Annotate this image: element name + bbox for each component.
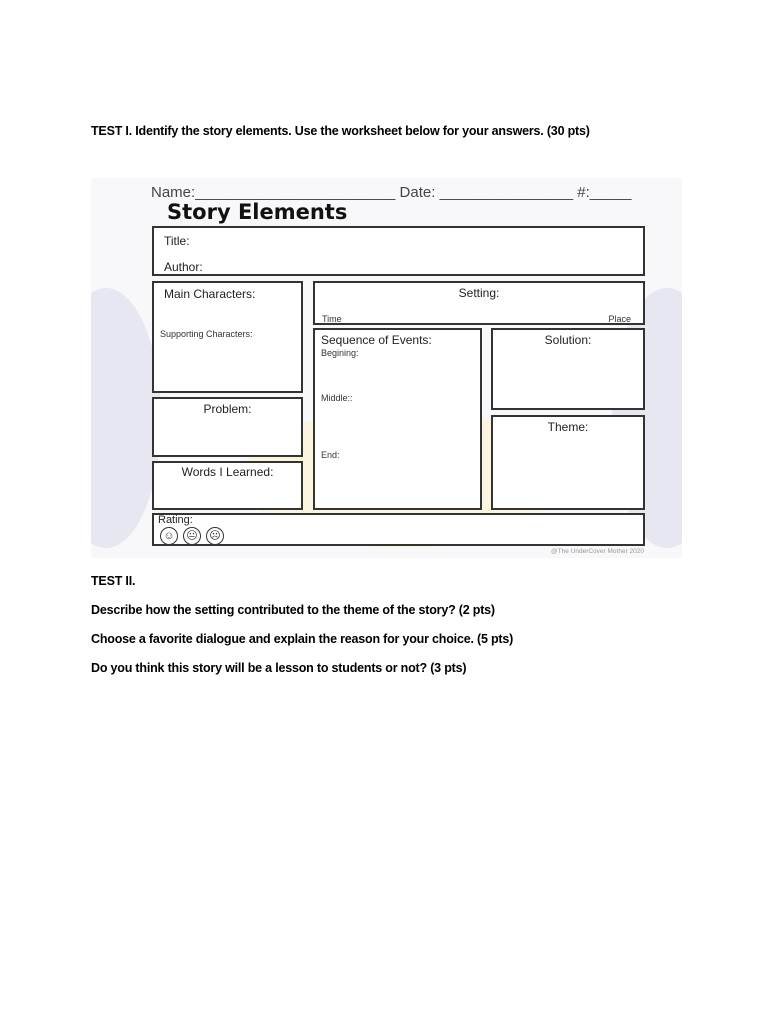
test2-question-1: Describe how the setting contributed to the theme of the story? (2 pts): [91, 603, 495, 617]
words-learned-box: [152, 461, 303, 510]
characters-box: [152, 281, 303, 393]
worksheet-credit: @The UnderCover Mother 2020: [551, 548, 644, 555]
worksheet-header: Name:________________________ Date: ________________ #:_____: [151, 184, 632, 201]
main-characters-label: Main Characters:: [164, 287, 256, 301]
middle-label: Middle::: [321, 393, 353, 403]
story-elements-worksheet: [91, 178, 682, 558]
rating-label: Rating:: [158, 514, 193, 526]
solution-box: [491, 328, 645, 410]
watermark-shape: [91, 288, 161, 548]
sequence-label: Sequence of Events:: [321, 333, 432, 347]
time-label: Time: [322, 314, 342, 324]
rating-faces: [160, 527, 224, 545]
happy-face-icon: ☺: [160, 527, 178, 545]
sad-face-icon: ☹: [206, 527, 224, 545]
test2-heading: TEST II.: [91, 574, 136, 588]
test1-instruction: TEST I. Identify the story elements. Use the worksheet below for your answers. (30 pts): [91, 124, 590, 138]
worksheet-title: Story Elements: [167, 200, 348, 224]
test2-question-2: Choose a favorite dialogue and explain the reason for your choice. (5 pts): [91, 632, 514, 646]
neutral-face-icon: 😐: [183, 527, 201, 545]
beginning-label: Begining:: [321, 348, 359, 358]
test2-question-3: Do you think this story will be a lesson to students or not? (3 pts): [91, 661, 467, 675]
words-learned-label: Words I Learned:: [181, 465, 274, 479]
theme-label: Theme:: [547, 420, 589, 434]
end-label: End:: [321, 450, 340, 460]
supporting-characters-label: Supporting Characters:: [160, 329, 253, 339]
setting-label: Setting:: [458, 286, 500, 300]
problem-box: [152, 397, 303, 457]
sequence-of-events-box: [313, 328, 482, 510]
rating-box: [152, 513, 645, 546]
place-label: Place: [608, 314, 631, 324]
setting-box: [313, 281, 645, 325]
problem-label: Problem:: [203, 402, 252, 416]
author-label: Author:: [164, 260, 203, 274]
theme-box: [491, 415, 645, 510]
title-label: Title:: [164, 234, 190, 248]
solution-label: Solution:: [544, 333, 592, 347]
title-author-box: [152, 226, 645, 276]
